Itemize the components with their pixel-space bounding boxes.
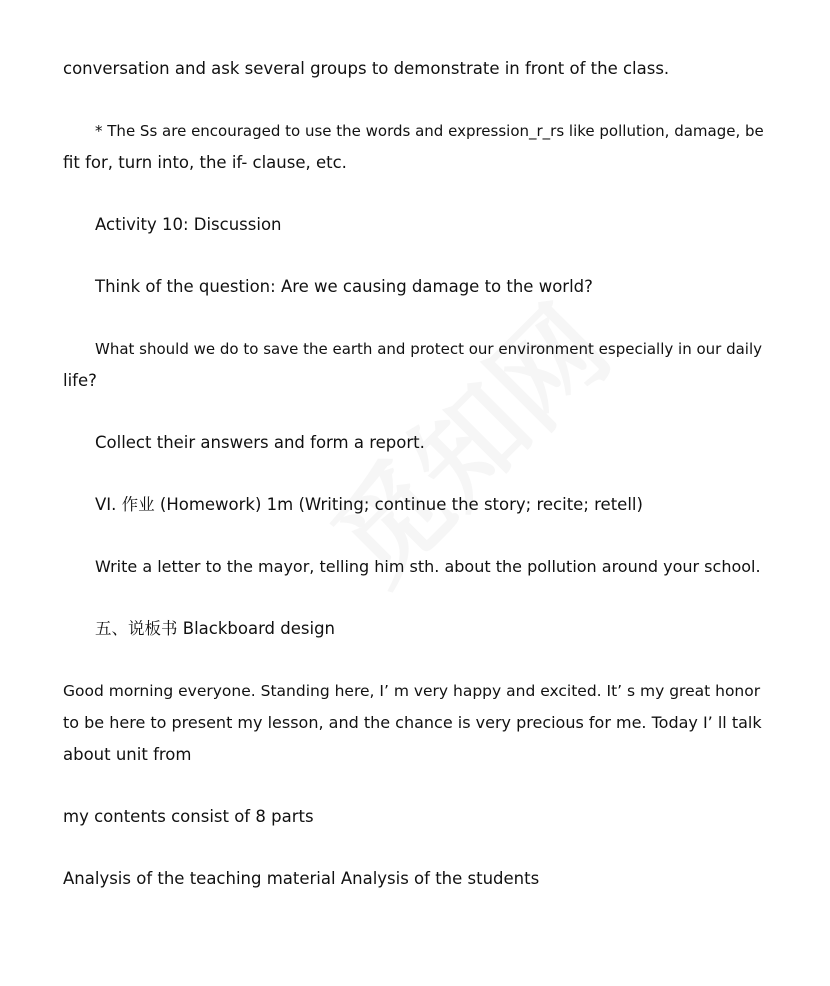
- text-line: fit for, turn into, the if- clause, etc.: [63, 153, 347, 172]
- text-line: conversation and ask several groups to demonstrate in front of the class.: [63, 59, 670, 78]
- text-line: What should we do to save the earth and protect our environment especially in our daily: [95, 340, 763, 358]
- text-line: Think of the question: Are we causing damage to the world?: [95, 277, 593, 296]
- text-line: 五、说板书 Blackboard design: [95, 619, 336, 638]
- text-line: my contents consist of 8 parts: [63, 807, 314, 826]
- text-line: about unit from: [63, 745, 192, 764]
- text-line: life?: [63, 371, 97, 390]
- text-line: Collect their answers and form a report.: [95, 433, 425, 452]
- text-line: VI. 作业 (Homework) 1m (Writing; continue the story; recite; retell): [95, 495, 643, 514]
- text-line: Analysis of the teaching material Analysis of the students: [63, 869, 540, 888]
- text-line: * The Ss are encouraged to use the words and expression_r_rs like pollution, damage, be: [95, 122, 764, 140]
- text-line: Activity 10: Discussion: [95, 215, 282, 234]
- text-line: Good morning everyone. Standing here, I’ m very happy and excited. It’ s my great honor: [63, 682, 761, 700]
- text-line: to be here to present my lesson, and the chance is very precious for me. Today I’ ll talk: [63, 713, 762, 732]
- text-line: Write a letter to the mayor, telling him sth. about the pollution around your school.: [95, 557, 761, 576]
